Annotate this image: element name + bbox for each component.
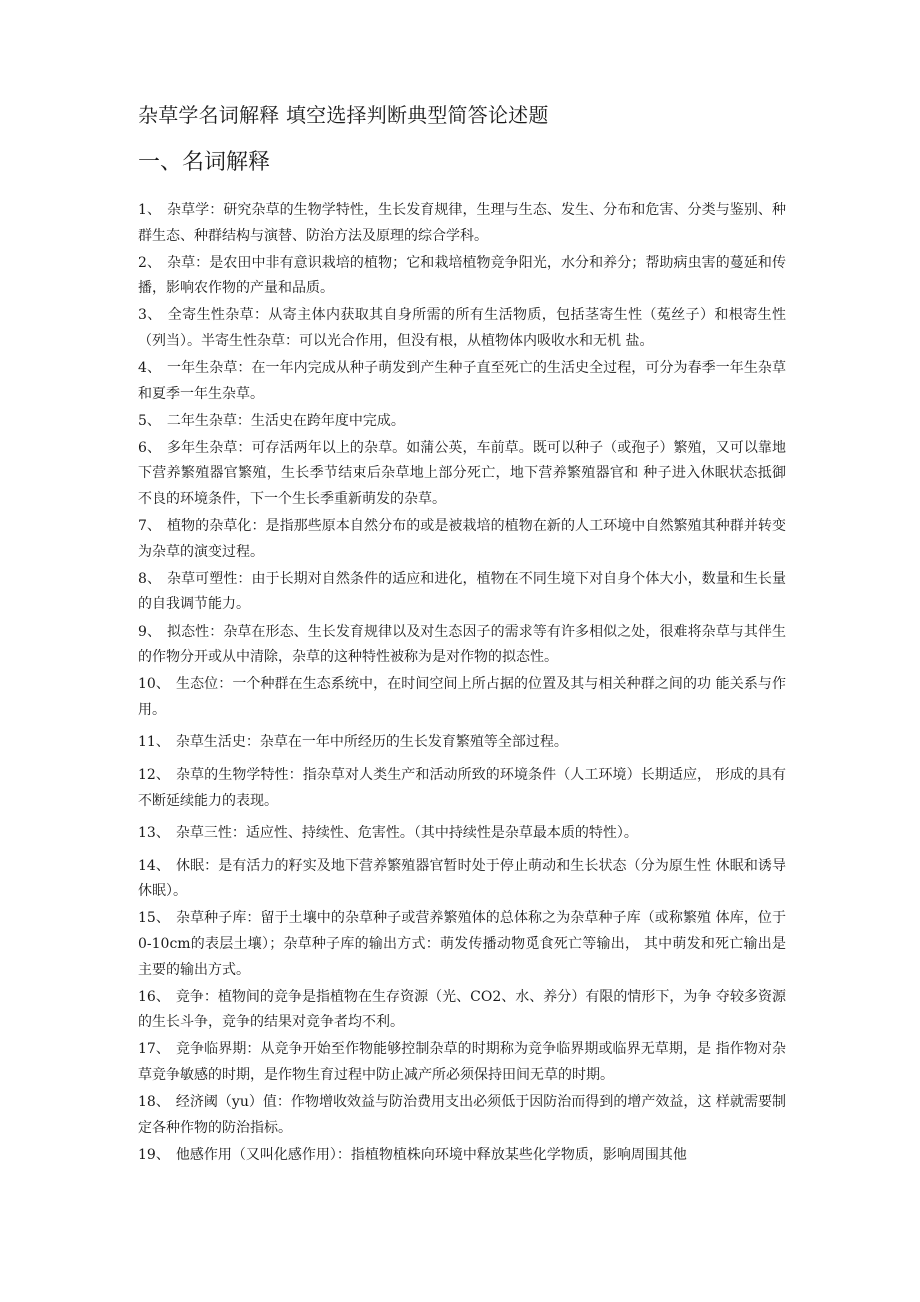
term-text: 全寄生性杂草：从寄主体内获取其自身所需的所有生活物质，包括茎寄生性（菟丝子）和根寄生性（列当）。半寄生性杂草：可以光合作用，但没有根，从植物体内吸收水和无机 盐。 — [138, 307, 786, 349]
term-number: 9、 — [138, 623, 162, 640]
term-number: 4、 — [138, 360, 162, 377]
term-number: 7、 — [138, 518, 162, 535]
term-number: 8、 — [138, 570, 162, 587]
term-entry-18 — [138, 1090, 786, 1141]
term-number: 19、 — [138, 1146, 170, 1163]
term-entry-14 — [138, 854, 786, 905]
term-entry-17 — [138, 1037, 786, 1088]
term-entry-7 — [138, 514, 786, 565]
term-entry-19 — [138, 1143, 786, 1169]
term-number: 18、 — [138, 1094, 170, 1111]
term-number: 14、 — [138, 857, 170, 874]
term-number: 1、 — [138, 202, 162, 218]
term-number: 6、 — [138, 439, 162, 456]
term-number: 11、 — [138, 734, 170, 751]
term-text: 杂草学：研究杂草的生物学特性，生长发育规律，生理与生态、发生、分布和危害、分类与鉴别、种群生态、种群结构与演替、防治方法及原理的综合学科。 — [138, 202, 786, 244]
term-entry-1 — [138, 198, 786, 249]
term-entry-3 — [138, 303, 786, 354]
term-entry-16 — [138, 985, 786, 1036]
term-entry-12 — [138, 763, 786, 814]
term-text: 杂草生活史：杂草在一年中所经历的生长发育繁殖等全部过程。 — [175, 734, 568, 751]
term-entry-6 — [138, 436, 786, 513]
term-text: 杂草三性：适应性、持续性、危害性。（其中持续性是杂草最本质的特性）。 — [175, 825, 638, 842]
term-number: 15、 — [138, 910, 170, 927]
term-text: 多年生杂草：可存活两年以上的杂草。如蒲公英，车前草。既可以种子（或孢子）繁殖，又可以靠地下营养繁殖器官繁殖，生长季节结束后杂草地上部分死亡，地下营养繁殖器官和 种子进入休眠状态抵御不良的环境条件，下一个生长季重新萌发的杂草。 — [138, 439, 786, 508]
term-list — [138, 198, 786, 1170]
term-text: 拟态性：杂草在形态、生长发育规律以及对生态因子的需求等有许多相似之处，很难将杂草与其伴生的作物分开或从中清除，杂草的这种特性被称为是对作物的拟态性。 — [138, 623, 786, 666]
term-entry-2 — [138, 251, 786, 302]
term-text: 杂草的生物学特性：指杂草对人类生产和活动所致的环境条件（人工环境）长期适应， 形成的具有不断延续能力的表现。 — [138, 766, 786, 809]
term-number: 3、 — [138, 307, 162, 324]
term-number: 5、 — [138, 412, 161, 429]
term-number: 16、 — [138, 988, 170, 1005]
term-entry-9 — [138, 620, 786, 671]
term-text: 生态位：一个种群在生态系统中，在时间空间上所占据的位置及其与相关种群之间的功 能关系与作用。 — [138, 676, 786, 718]
term-text: 休眠：是有活力的籽实及地下营养繁殖器官暂时处于停止萌动和生长状态（分为原生性 休眠和诱导休眠）。 — [138, 857, 786, 900]
term-number: 10、 — [138, 676, 170, 693]
term-text: 竞争临界期：从竞争开始至作物能够控制杂草的时期称为竞争临界期或临界无草期，是 指作物对杂草竞争敏感的时期，是作物生育过程中防止减产所必须保持田间无草的时期。 — [138, 1041, 786, 1083]
term-number: 13、 — [138, 825, 170, 842]
term-entry-11 — [138, 730, 786, 756]
document-title: 杂草学名词解释 填空选择判断典型简答论述题 — [138, 103, 549, 127]
term-entry-5 — [138, 409, 786, 435]
term-entry-8 — [138, 567, 786, 618]
term-text: 他感作用（又叫化感作用）：指植物植株向环境中释放某些化学物质，影响周围其他 — [175, 1146, 687, 1163]
term-entry-4 — [138, 356, 786, 407]
term-text: 经济阈（yu）值：作物增收效益与防治费用支出必须低于因防治而得到的增产效益，这 样就需要制定各种作物的防治指标。 — [138, 1094, 786, 1136]
term-entry-13 — [138, 821, 786, 847]
section-heading: 一、名词解释 — [138, 150, 271, 175]
term-number: 17、 — [138, 1041, 170, 1058]
term-text: 杂草可塑性：由于长期对自然条件的适应和进化，植物在不同生境下对自身个体大小，数量和生长量的自我调节能力。 — [138, 570, 786, 613]
term-text: 杂草：是农田中非有意识栽培的植物；它和栽培植物竞争阳光，水分和养分；帮助病虫害的蔓延和传播，影响农作物的产量和品质。 — [138, 254, 786, 297]
term-number: 12、 — [138, 766, 170, 783]
term-text: 杂草种子库：留于土壤中的杂草种子或营养繁殖体的总体称之为杂草种子库（或称繁殖 体库，位于0-10cm的表层土壤）；杂草种子库的输出方式：萌发传播动物觅食死亡等输出， 其中萌发和死亡输出是主要的输出方式。 — [138, 910, 786, 978]
term-text: 一年生杂草：在一年内完成从种子萌发到产生种子直至死亡的生活史全过程，可分为春季一年生杂草和夏季一年生杂草。 — [138, 360, 786, 402]
term-number: 2、 — [138, 254, 162, 271]
term-text: 二年生杂草：生活史在跨年度中完成。 — [166, 412, 405, 429]
term-text: 植物的杂草化：是指那些原本自然分布的或是被栽培的植物在新的人工环境中自然繁殖其种群并转变为杂草的演变过程。 — [138, 518, 786, 560]
term-entry-15 — [138, 906, 786, 983]
term-entry-10 — [138, 672, 786, 723]
term-text: 竞争：植物间的竞争是指植物在生存资源（光、CO2、水、养分）有限的情形下，为争 夺较多资源的生长斗争，竞争的结果对竞争者均不利。 — [138, 988, 786, 1031]
